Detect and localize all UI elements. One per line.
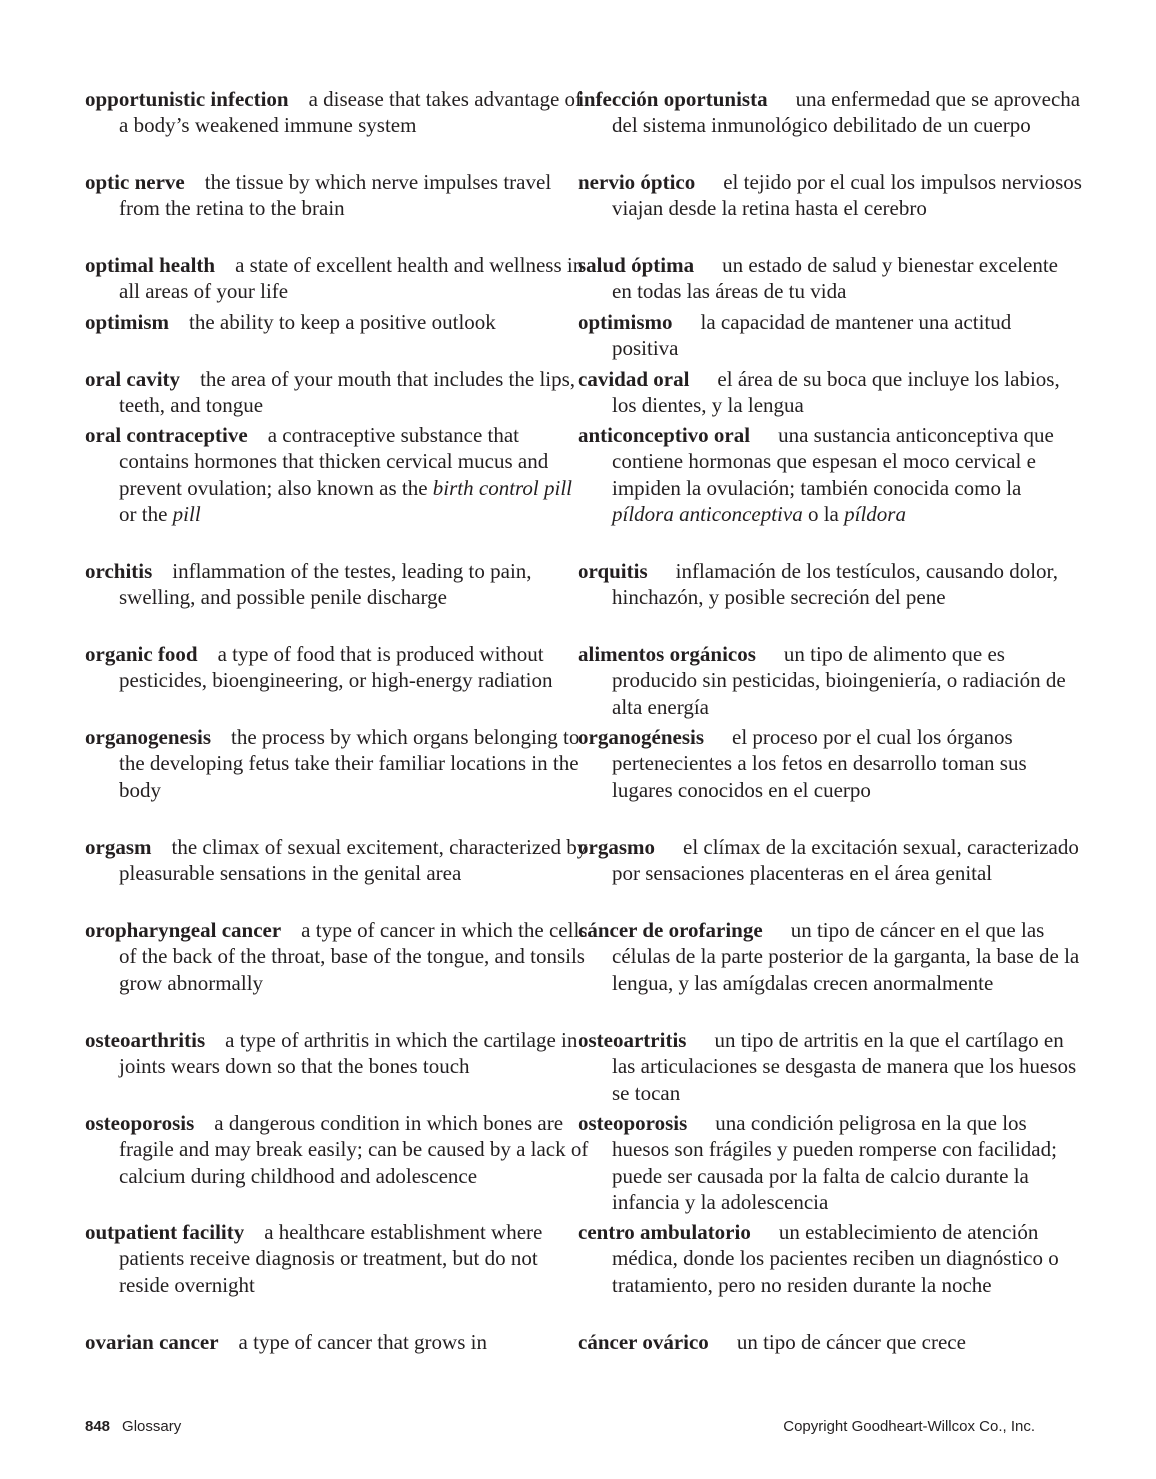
- term: organogénesis: [578, 725, 704, 749]
- term: alimentos orgánicos: [578, 642, 756, 666]
- term: orchitis: [85, 559, 153, 583]
- glossary-entry-es: [578, 1219, 1082, 1298]
- glossary-entry-es: [578, 366, 1082, 419]
- term: orgasmo: [578, 835, 655, 859]
- definition: a dangerous condition in which bones are fragile and may break easily; can be caused by a lack of calcium during childhood and adolescence: [119, 1111, 589, 1188]
- definition: un estado de salud y bienestar excelente en todas las áreas de tu vida: [612, 253, 1058, 304]
- term: centro ambulatorio: [578, 1220, 751, 1244]
- definition: un tipo de alimento que es producido sin pesticidas, bioingeniería, o radiación de alta energía: [612, 642, 1066, 719]
- glossary-entry-es: [578, 558, 1082, 611]
- term: optic nerve: [85, 170, 185, 194]
- definition: un tipo de artritis en la que el cartílago en las articulaciones se desgasta de manera que los huesos se tocan: [612, 1028, 1077, 1105]
- definition: a healthcare establishment where patients receive diagnosis or treatment, but do not reside overnight: [119, 1220, 543, 1297]
- glossary-entry-es: [578, 169, 1082, 222]
- definition: una condición peligrosa en la que los huesos son frágiles y pueden romperse con facilidad; puede ser causada por la falta de calcio durante la infancia y la adolescencia: [612, 1111, 1057, 1215]
- glossary-entry-en: [85, 366, 589, 419]
- definition: the tissue by which nerve impulses travel from the retina to the brain: [119, 170, 552, 221]
- term: osteoporosis: [578, 1111, 688, 1135]
- definition: un establecimiento de atención médica, donde los pacientes reciben un diagnóstico o tratamiento, pero no residen durante la noche: [612, 1220, 1059, 1297]
- definition: el tejido por el cual los impulsos nerviosos viajan desde la retina hasta el cerebro: [612, 170, 1082, 221]
- definition: el área de su boca que incluye los labios, los dientes, y la lengua: [612, 367, 1060, 418]
- section-name: Glossary: [122, 1418, 182, 1435]
- definition: the ability to keep a positive outlook: [189, 310, 496, 334]
- glossary-entry-es: [578, 1110, 1082, 1216]
- page-folio: [85, 1418, 181, 1435]
- definition: un tipo de cáncer que crece: [736, 1330, 966, 1354]
- term: osteoartritis: [578, 1028, 687, 1052]
- term: oral cavity: [85, 367, 181, 391]
- term: organic food: [85, 642, 198, 666]
- glossary-entry-en: [85, 1110, 589, 1189]
- glossary-entry-en: [85, 309, 589, 335]
- glossary-entry-en: [85, 422, 589, 528]
- glossary-entry-en: [85, 1027, 589, 1080]
- definition: la capacidad de mantener una actitud positiva: [612, 310, 1012, 361]
- term: infección oportunista: [578, 87, 768, 111]
- term: cáncer ovárico: [578, 1330, 709, 1354]
- glossary-entry-es: [578, 724, 1082, 803]
- definition: inflamación de los testículos, causando dolor, hinchazón, y posible secreción del pene: [612, 559, 1058, 610]
- term: outpatient facility: [85, 1220, 245, 1244]
- definition: a type of food that is produced without pesticides, bioengineering, or high-energy radiation: [119, 642, 553, 693]
- glossary-entry-es: [578, 1027, 1082, 1106]
- glossary-entry-es: [578, 834, 1082, 887]
- glossary-entry-es: [578, 309, 1082, 362]
- glossary-entry-es: [578, 641, 1082, 720]
- glossary-entry-es: [578, 422, 1082, 528]
- term: osteoporosis: [85, 1111, 195, 1135]
- glossary-entry-en: [85, 834, 589, 887]
- glossary-entry-en: [85, 917, 589, 996]
- term: nervio óptico: [578, 170, 696, 194]
- definition: un tipo de cáncer en el que las células de la parte posterior de la garganta, la base de la lengua, y las amígdalas crecen anormalmente: [612, 918, 1080, 995]
- glossary-entry-es: [578, 1329, 1082, 1355]
- glossary-entry-en: [85, 641, 589, 694]
- definition: a state of excellent health and wellness in all areas of your life: [119, 253, 584, 304]
- term: orquitis: [578, 559, 648, 583]
- glossary-entry-en: [85, 1219, 589, 1298]
- term: optimismo: [578, 310, 673, 334]
- definition: una enfermedad que se aprovecha del sistema inmunológico debilitado de un cuerpo: [612, 87, 1081, 138]
- term: oropharyngeal cancer: [85, 918, 282, 942]
- term: opportunistic infection: [85, 87, 289, 111]
- term: cáncer de orofaringe: [578, 918, 763, 942]
- definition: the climax of sexual excitement, characterized by pleasurable sensations in the genital area: [119, 835, 588, 886]
- definition: a type of cancer that grows in: [238, 1330, 487, 1354]
- definition: inflammation of the testes, leading to pain, swelling, and possible penile discharge: [119, 559, 532, 610]
- glossary-entry-es: [578, 86, 1082, 139]
- glossary-entry-en: [85, 558, 589, 611]
- glossary-entry-en: [85, 724, 589, 803]
- glossary-entry-es: [578, 252, 1082, 305]
- term: optimal health: [85, 253, 216, 277]
- definition: el proceso por el cual los órganos pertenecientes a los fetos en desarrollo toman sus lugares conocidos en el cuerpo: [612, 725, 1027, 802]
- term: organogenesis: [85, 725, 211, 749]
- glossary-entry-en: [85, 169, 589, 222]
- term: salud óptima: [578, 253, 695, 277]
- term: anticonceptivo oral: [578, 423, 751, 447]
- definition: a type of cancer in which the cells of the back of the throat, base of the tongue, and tonsils grow abnormally: [119, 918, 588, 995]
- term: cavidad oral: [578, 367, 690, 391]
- definition: a disease that takes advantage of a body’s weakened immune system: [119, 87, 583, 138]
- glossary-entry-en: [85, 86, 589, 139]
- glossary-entry-es: [578, 917, 1082, 996]
- term: ovarian cancer: [85, 1330, 219, 1354]
- page-number: 848: [85, 1418, 111, 1435]
- glossary-entry-en: [85, 252, 589, 305]
- term: oral contraceptive: [85, 423, 248, 447]
- definition: a type of arthritis in which the cartilage in joints wears down so that the bones touch: [119, 1028, 578, 1079]
- copyright-notice: Copyright Goodheart-Willcox Co., Inc.: [783, 1418, 1035, 1435]
- term: osteoarthritis: [85, 1028, 206, 1052]
- definition: the area of your mouth that includes the lips, teeth, and tongue: [119, 367, 576, 418]
- definition: the process by which organs belonging to the developing fetus take their familiar locations in the body: [119, 725, 580, 802]
- term: optimism: [85, 310, 169, 334]
- definition: el clímax de la excitación sexual, caracterizado por sensaciones placenteras en el área genital: [612, 835, 1079, 886]
- term: orgasm: [85, 835, 152, 859]
- definition: una sustancia anticonceptiva que contiene hormonas que espesan el moco cervical e impiden la ovulación; también conocida como la píldora anticonceptiva o la píldora: [612, 423, 1054, 527]
- glossary-entry-en: [85, 1329, 589, 1355]
- definition: a contraceptive substance that contains hormones that thicken cervical mucus and prevent ovulation; also known as the birth control pill or the pill: [119, 423, 573, 527]
